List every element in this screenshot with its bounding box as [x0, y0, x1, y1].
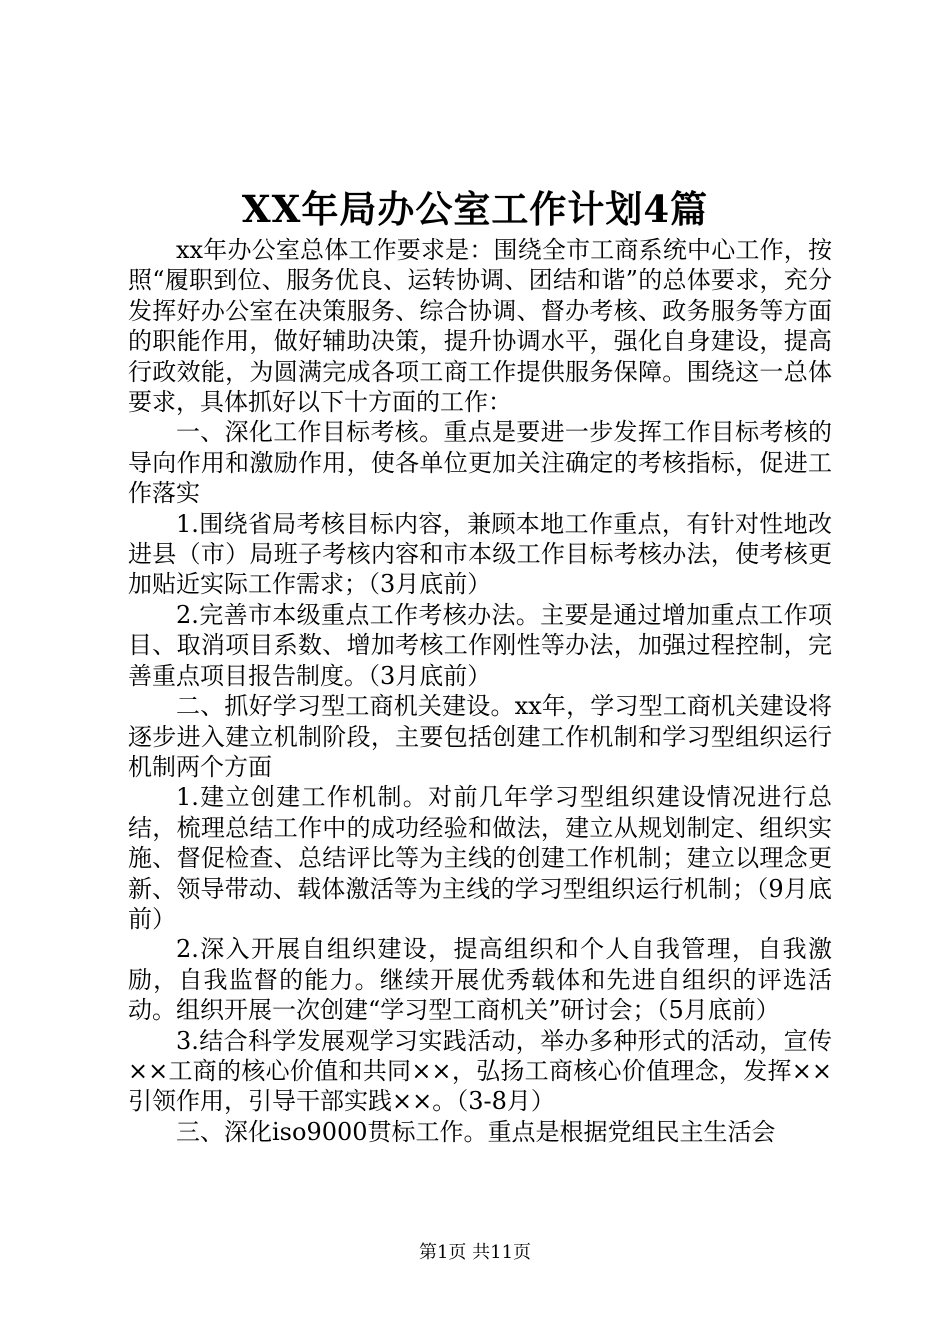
paragraph-intro: xx年办公室总体工作要求是：围绕全市工商系统中心工作，按照“履职到位、服务优良、运转协调、团结和谐”的总体要求，充分发挥好办公室在决策服务、综合协调、督办考核、政务服务等方面的职能作用，做好辅助决策，提升协调水平，强化自身建设，提高行政效能，为圆满完成各项工商工作提供服务保障。围绕这一总体要求，具体抓好以下十方面的工作： [128, 236, 832, 417]
paragraph-item: 3.结合科学发展观学习实践活动，举办多种形式的活动，宣传××工商的核心价值和共同××，弘扬工商核心价值理念，发挥××引领作用，引导干部实践××。（3-8月） [128, 1026, 832, 1116]
paragraph-section-3: 三、深化iso9000贯标工作。重点是根据党组民主生活会 [176, 1117, 776, 1146]
paragraph-item: 1.围绕省局考核目标内容，兼顾本地工作重点，有针对性地改进县（市）局班子考核内容和市本级工作目标考核办法，使考核更加贴近实际工作需求；（3月底前） [128, 509, 832, 599]
paragraph-item: 2.深入开展自组织建设，提高组织和个人自我管理，自我激励，自我监督的能力。继续开展优秀载体和先进自组织的评选活动。组织开展一次创建“学习型工商机关”研讨会；（5月底前） [128, 935, 832, 1025]
paragraph-section-1: 一、深化工作目标考核。重点是要进一步发挥工作目标考核的导向作用和激励作用，使各单位更加关注确定的考核指标，促进工作落实 [128, 418, 832, 508]
paragraph-item: 1.建立创建工作机制。对前几年学习型组织建设情况进行总结，梳理总结工作中的成功经验和做法，建立从规划制定、组织实施、督促检查、总结评比等为主线的创建工作机制；建立以理念更新、领导带动、载体激活等为主线的学习型组织运行机制；（9月底前） [128, 783, 832, 933]
document-body [128, 235, 832, 1147]
paragraph-section-2: 二、抓好学习型工商机关建设。xx年，学习型工商机关建设将逐步进入建立机制阶段，主要包括创建工作机制和学习型组织运行机制两个方面 [128, 692, 832, 781]
page-number-footer: 第1页 共11页 [418, 1242, 532, 1263]
paragraph-item: 2.完善市本级重点工作考核办法。主要是通过增加重点工作项目、取消项目系数、增加考核工作刚性等办法，加强过程控制，完善重点项目报告制度。（3月底前） [128, 600, 832, 690]
document-title: XX年局办公室工作计划4篇 [241, 187, 709, 231]
